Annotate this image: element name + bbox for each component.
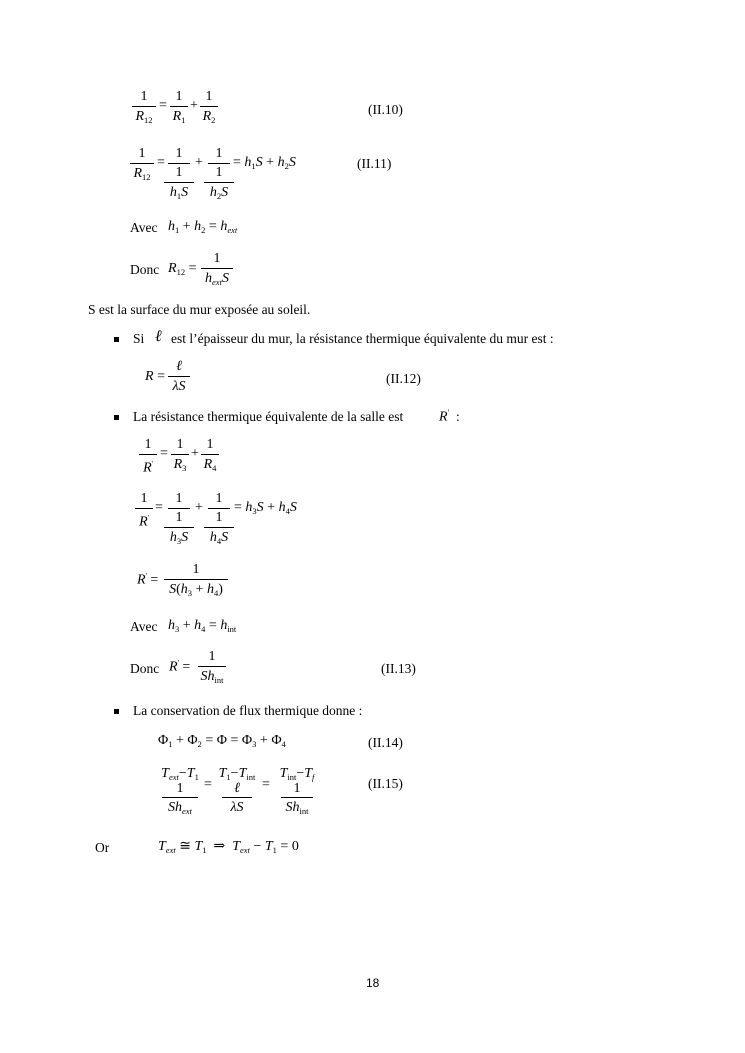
bullet-marker [114, 415, 119, 420]
equation-number-ii15: (II.15) [368, 776, 403, 791]
r-prime-symbol: R' [439, 408, 450, 425]
fraction-1-over-r1: 1 $R_1$ [170, 88, 188, 125]
plus-sign: + [191, 446, 199, 461]
donc-label: Donc [130, 262, 160, 277]
plus-sign: + [195, 500, 203, 515]
fraction-1-over-1-over-h4s: 1 1 $h_4S$ [208, 490, 230, 546]
fraction-tint-minus-tf-over-1-over-shint: $T_{int}-T_f$ 1 $Sh_{int}$ [279, 766, 315, 816]
h3s-plus-h4s: = $h_3S + h_4S$ [234, 500, 297, 516]
si-label: Si [133, 331, 145, 346]
equals-sign: = [155, 500, 163, 515]
text-approx-t1-equation: $T_{ext}$ ≅ $T_1$ ⇒ $T_{ext} - T_1 = 0$ [158, 839, 299, 855]
equals-sign: = [157, 155, 165, 170]
colon: : [456, 409, 460, 424]
equation-number-ii12: (II.12) [386, 371, 421, 386]
h3-plus-h4-equals-hint: $h_3 + h_4 = h_{int}$ [168, 618, 237, 634]
equals-sign: = [204, 777, 212, 792]
r-equals: R = [145, 369, 165, 384]
or-label: Or [95, 840, 110, 855]
fraction-1-over-r12-b: 1 $R_{12}$ [130, 145, 154, 182]
donc-label: Donc [130, 661, 160, 676]
equation-number-ii11: (II.11) [357, 156, 392, 171]
ell-symbol: ℓ [155, 328, 162, 345]
equation-number-ii14: (II.14) [368, 735, 403, 750]
fraction-1-over-1-over-h2s: 1 1 $h_2S$ [208, 145, 230, 201]
fraction-t1-minus-tint-over-ell-over-lambda-s: $T_1-T_{int}$ ℓ λS [218, 766, 256, 815]
fraction-1-over-r2: 1 $R_2$ [200, 88, 218, 125]
fraction-1-over-s-h3-plus-h4: 1 $S(h_3 + h_4)$ [164, 561, 228, 598]
fraction-1-over-hext-s: 1 $h_{ext}S$ [201, 250, 233, 287]
equals-sign: = [262, 777, 270, 792]
surface-sentence: S est la surface du mur exposée au soleil. [88, 302, 311, 317]
h1-plus-h2-equals-hext: $h_1 + h_2 = h_{ext}$ [168, 219, 238, 235]
r-prime-equals: R' = [137, 572, 159, 588]
fraction-1-over-r-prime-b: 1 R' [135, 490, 153, 531]
bullet-marker [114, 337, 119, 342]
bullet-marker [114, 709, 119, 714]
page-number: 18 [366, 976, 380, 990]
epaisseur-sentence: est l’épaisseur du mur, la résistance thermique équivalente du mur est : [171, 331, 554, 346]
plus-sign: + [190, 98, 198, 113]
fraction-1-over-r12: 1 $R_{12}$ [132, 88, 156, 125]
fraction-text-minus-t1-over-1-over-shext: $T_{ext}-T_1$ 1 $Sh_{ext}$ [161, 766, 199, 816]
fraction-1-over-1-over-h1s: 1 1 $h_1S$ [168, 145, 190, 201]
flux-conservation-equation: $\Phi_1 + \Phi_2 = \Phi = \Phi_3 + \Phi_4$ [158, 733, 286, 749]
fraction-1-over-r3: 1 $R_3$ [171, 436, 189, 473]
conservation-sentence: La conservation de flux thermique donne : [133, 703, 363, 718]
fraction-1-over-r4: 1 $R_4$ [201, 436, 219, 473]
avec-label: Avec [130, 619, 158, 634]
fraction-1-over-r-prime: 1 R' [139, 436, 157, 477]
equals-sign: = [160, 446, 168, 461]
r12-equals: $R_{12}$ = [168, 261, 197, 277]
fraction-1-over-s-hint: 1 $Sh_{int}$ [198, 648, 226, 685]
avec-label: Avec [130, 220, 158, 235]
r-prime-equals: R' = [169, 659, 191, 675]
equals-sign: = [159, 98, 167, 113]
plus-sign: + [195, 155, 203, 170]
fraction-1-over-1-over-h3s: 1 1 $h_3S$ [168, 490, 190, 546]
fraction-ell-over-lambda-s: ℓ λS [168, 358, 190, 395]
equation-number-ii10: (II.10) [368, 102, 403, 117]
h1s-plus-h2s: = $h_1S + h_2S$ [233, 155, 296, 171]
equation-number-ii13: (II.13) [381, 661, 416, 676]
salle-sentence: La résistance thermique équivalente de la salle est [133, 409, 404, 424]
